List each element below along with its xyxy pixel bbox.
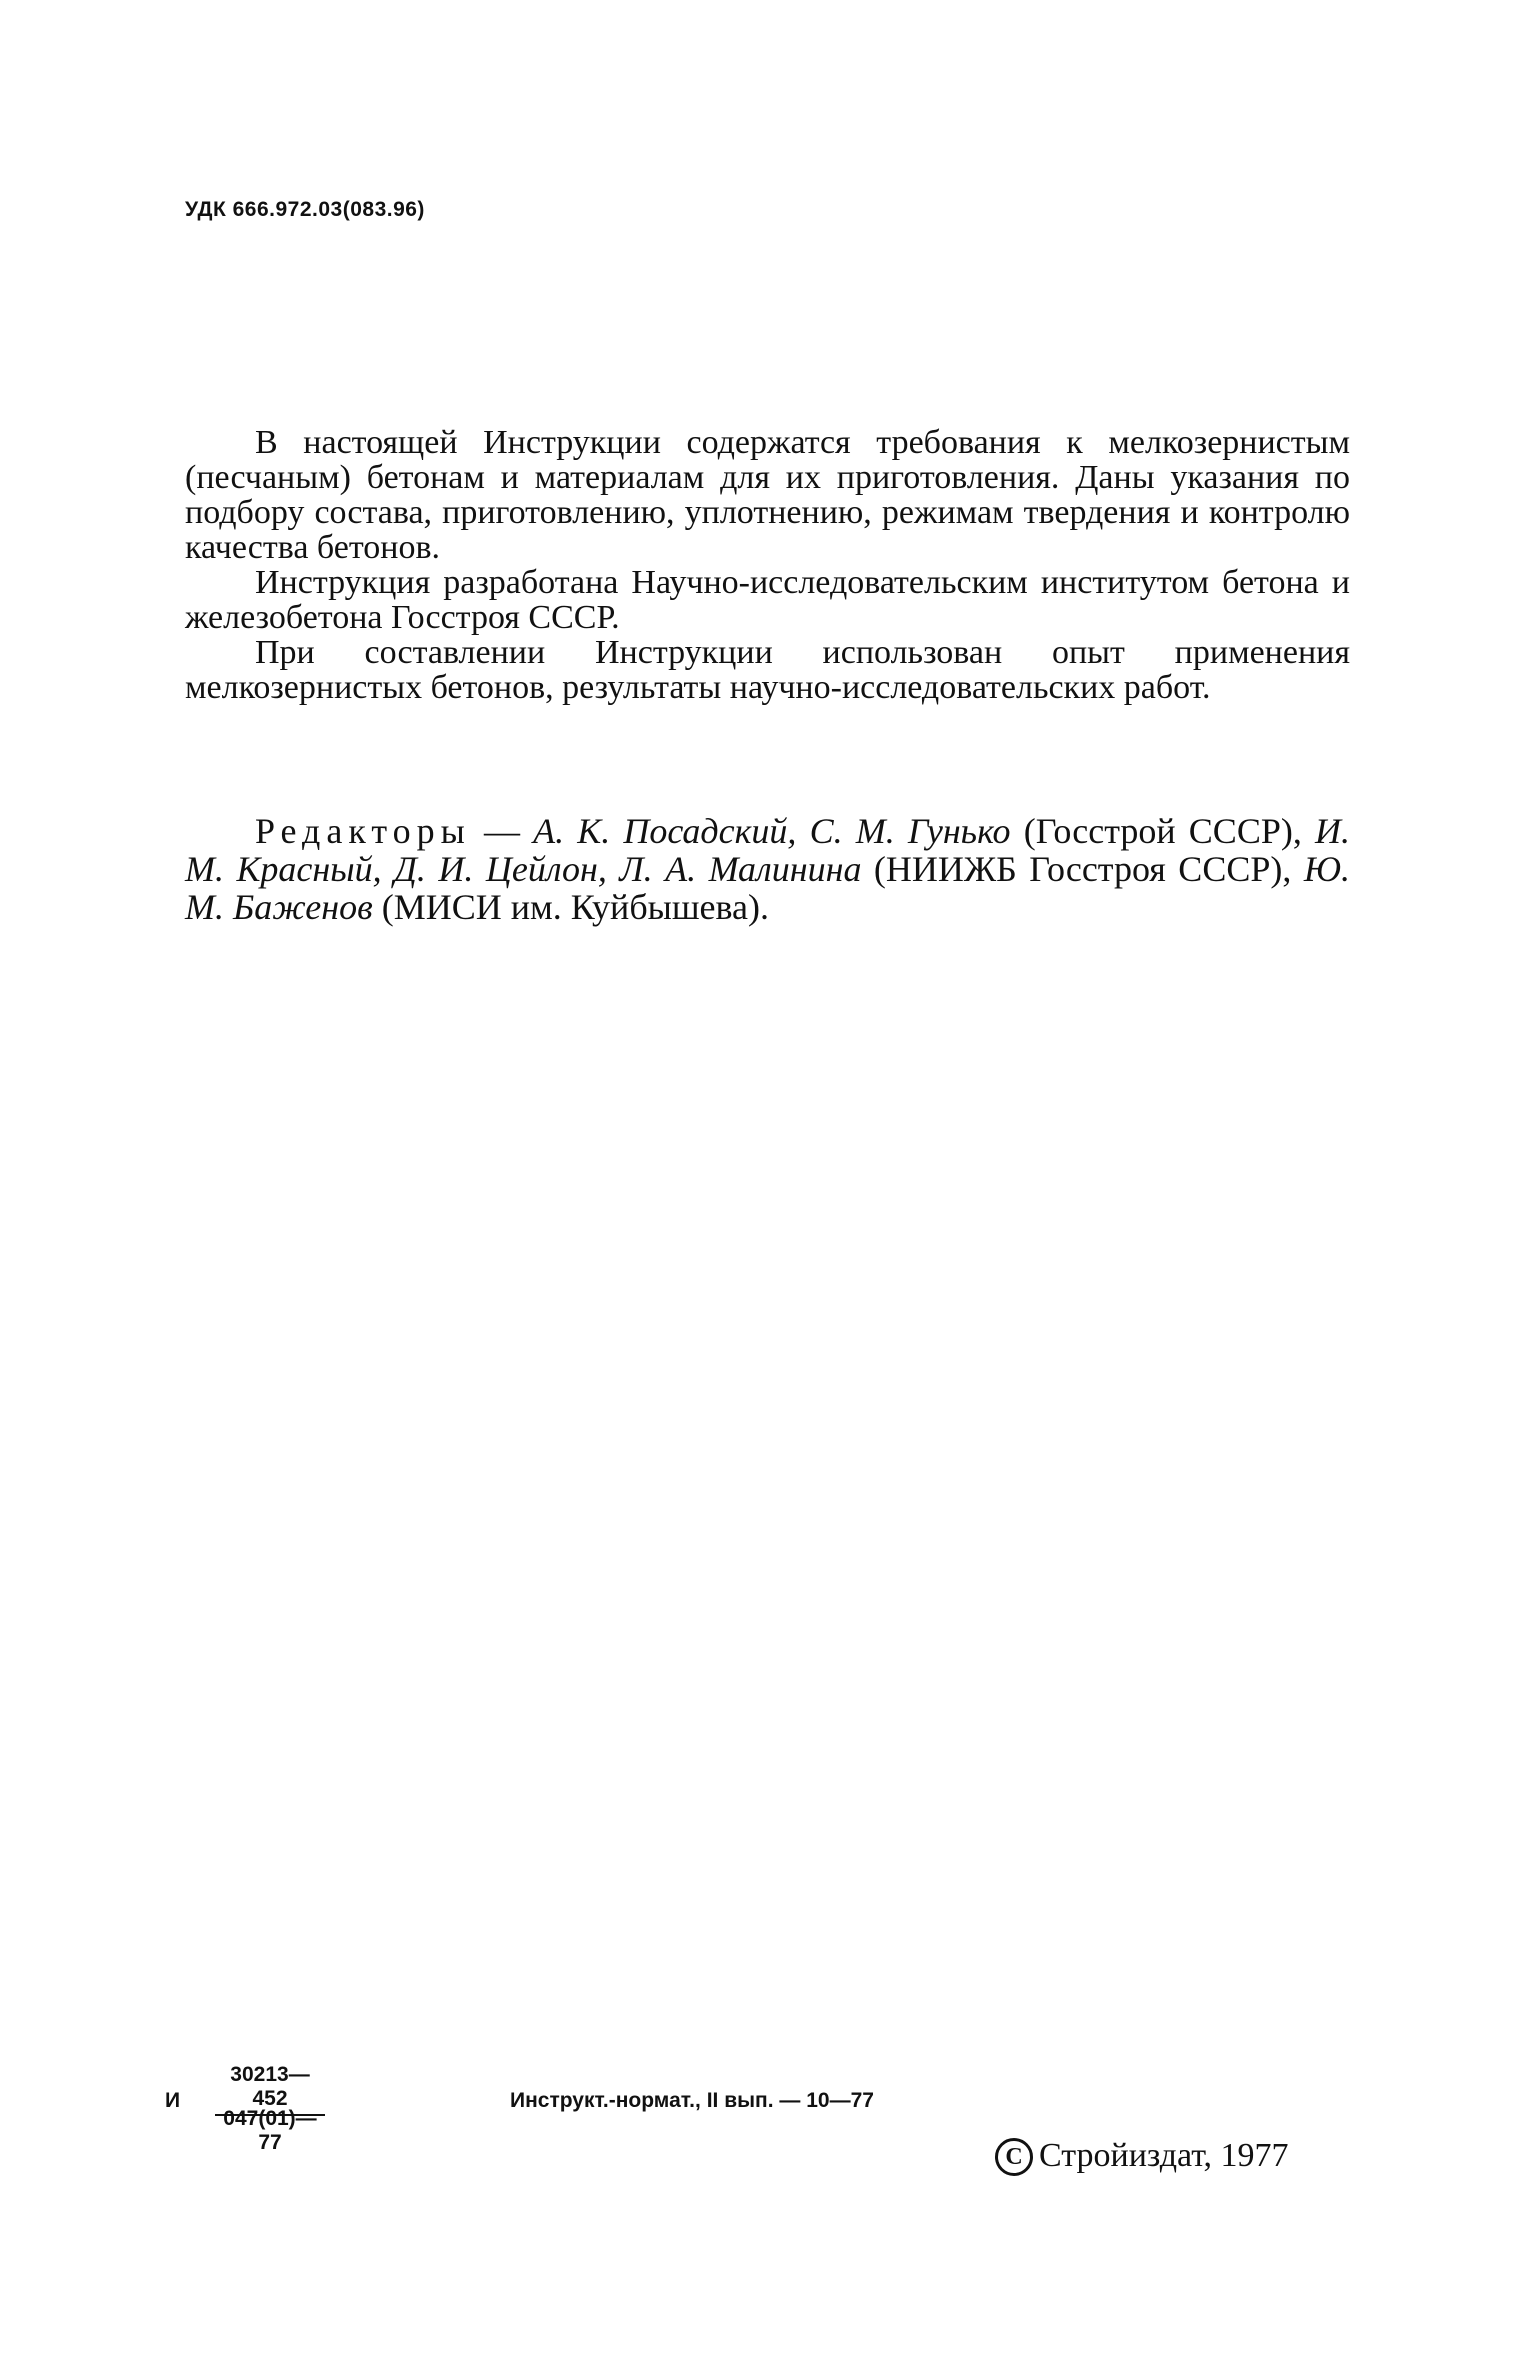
editor-org-niizhb: (НИИЖБ Госстроя СССР),: [861, 849, 1304, 889]
editors-dash: —: [470, 811, 534, 851]
udk-code: УДК 666.972.03(083.96): [185, 198, 425, 221]
imprint-numerator: 30213—452: [215, 2063, 325, 2116]
copyright-text: Стройиздат, 1977: [1039, 2137, 1289, 2174]
copyright-icon: C: [995, 2138, 1033, 2176]
editor-org-gosstroy: (Госстрой СССР),: [1010, 811, 1316, 851]
imprint-denominator: 047(01)—77: [223, 2107, 317, 2154]
abstract-paragraph-2: Инструкция разработана Научно-исследовательским институтом бетона и железобетона Госстроя СССР.: [185, 564, 1350, 636]
editors-label: Редакторы: [255, 811, 471, 851]
editor-org-misi: (МИСИ им. Куйбышева).: [372, 887, 770, 927]
editor-names-niizhb: И. М. Красный, Д. И. Цейлон, Л. А. Малинина: [185, 811, 1351, 889]
imprint-series: Инструкт.-нормат., II вып. — 10—77: [510, 2089, 874, 2112]
copyright: [995, 2137, 1289, 2176]
abstract: [185, 425, 1350, 705]
abstract-paragraph-1: В настоящей Инструкции содержатся требования к мелкозернистым (песчаным) бетонам и материалам для их приготовления. Даны указания по подбору состава, приготовлению, уплотнению, режимам твердения и контролю качества бетонов.: [185, 424, 1350, 566]
editor-names-gosstroy: А. К. Посадский, С. М. Гунько: [533, 811, 1011, 851]
editor-name-misi: Ю. М. Баженов: [185, 849, 1350, 927]
editors-block: [185, 812, 1350, 926]
abstract-paragraph-3: При составлении Инструкции использован опыт применения мелкозернистых бетонов, результаты научно-исследовательских работ.: [185, 634, 1350, 706]
imprint-letter: И: [165, 2089, 181, 2112]
